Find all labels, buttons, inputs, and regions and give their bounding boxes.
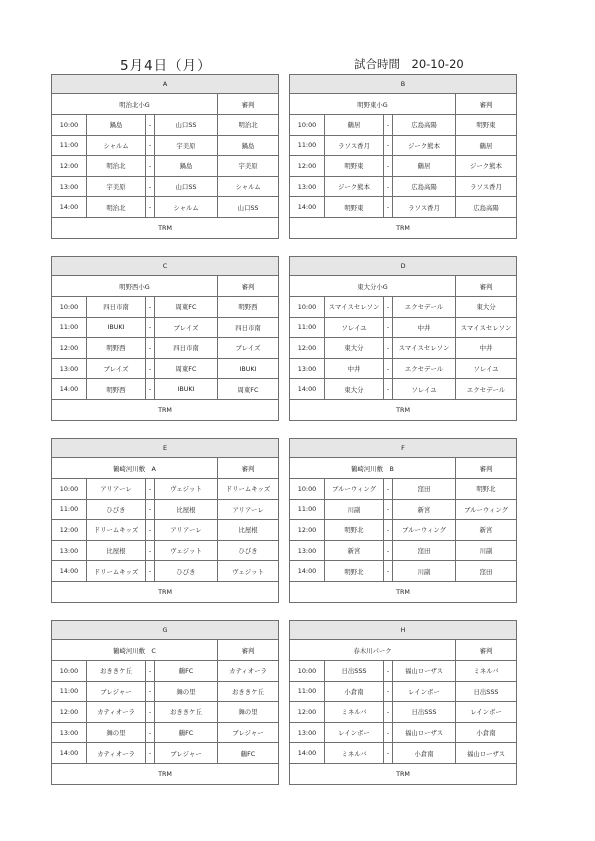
group-block	[51, 74, 278, 239]
referee-team: 福山ローザス	[456, 743, 517, 764]
team-home: ひびき	[87, 499, 146, 520]
team-home: 東大分	[325, 338, 384, 359]
match-row	[290, 681, 517, 702]
referee-team: ラソス香月	[456, 176, 517, 197]
match-row	[52, 135, 279, 156]
team-home: シャルム	[87, 135, 146, 156]
referee-header: 審判	[456, 458, 517, 479]
team-home: カティオーラ	[87, 702, 146, 723]
versus-dash: -	[146, 561, 155, 582]
versus-dash: -	[384, 520, 393, 541]
match-time: 14:00	[290, 379, 325, 400]
match-time: 10:00	[290, 297, 325, 318]
referee-team: 中井	[456, 338, 517, 359]
versus-dash: -	[146, 156, 155, 177]
match-time: 10:00	[52, 479, 87, 500]
team-home: スマイスセレソン	[325, 297, 384, 318]
team-away: IBUKI	[155, 379, 218, 400]
team-home: 明野北	[325, 561, 384, 582]
versus-dash: -	[146, 681, 155, 702]
trm-footer: TRM	[290, 763, 517, 784]
match-time: 13:00	[290, 722, 325, 743]
trm-footer: TRM	[290, 581, 517, 602]
match-row	[52, 479, 279, 500]
referee-header: 審判	[218, 458, 279, 479]
team-away: 広島高陽	[393, 176, 456, 197]
match-time: 12:00	[290, 702, 325, 723]
versus-dash: -	[384, 743, 393, 764]
venue-name: 春木川パーク	[290, 640, 456, 661]
match-time: 11:00	[290, 681, 325, 702]
team-home: ブレジャー	[87, 681, 146, 702]
group-letter: E	[52, 439, 279, 458]
match-time: 10:00	[290, 479, 325, 500]
referee-team: 窪田	[456, 561, 517, 582]
match-time: 12:00	[52, 702, 87, 723]
team-home: ドリームキッズ	[87, 520, 146, 541]
versus-dash: -	[384, 358, 393, 379]
match-row	[52, 561, 279, 582]
versus-dash: -	[384, 135, 393, 156]
team-away: 中井	[393, 317, 456, 338]
team-away: ジーク熊本	[393, 135, 456, 156]
referee-header: 審判	[456, 640, 517, 661]
group-letter: D	[290, 257, 517, 276]
team-away: ヴェジット	[155, 479, 218, 500]
venue-name: 明治北小G	[52, 94, 218, 115]
team-away: シャルム	[155, 197, 218, 218]
match-time: 10:00	[290, 661, 325, 682]
team-home: ブルーウィング	[325, 479, 384, 500]
referee-team: レインボー	[456, 702, 517, 723]
match-row	[52, 317, 279, 338]
venue-name: 明野東小G	[290, 94, 456, 115]
match-row	[52, 115, 279, 136]
referee-team: 鍋島	[218, 135, 279, 156]
venue-name: 鶴崎河川敷 A	[52, 458, 218, 479]
team-away: 鍋島	[155, 156, 218, 177]
match-row	[290, 479, 517, 500]
versus-dash: -	[384, 338, 393, 359]
match-row	[290, 156, 517, 177]
team-home: ミネルバ	[325, 743, 384, 764]
referee-team: ブレイズ	[218, 338, 279, 359]
team-home: 明野東	[325, 156, 384, 177]
trm-footer: TRM	[290, 217, 517, 238]
team-away: 山口SS	[155, 115, 218, 136]
team-home: 鶴居	[325, 115, 384, 136]
match-row	[290, 135, 517, 156]
referee-team: スマイスセレソン	[456, 317, 517, 338]
referee-team: おききケ丘	[218, 681, 279, 702]
referee-team: 四日市南	[218, 317, 279, 338]
versus-dash: -	[384, 722, 393, 743]
team-home: おききケ丘	[87, 661, 146, 682]
group-table	[289, 256, 517, 421]
team-home: 日出SSS	[325, 661, 384, 682]
trm-footer: TRM	[52, 581, 279, 602]
referee-team: 明野西	[218, 297, 279, 318]
group-block	[51, 620, 278, 785]
referee-team: 鶴居	[456, 135, 517, 156]
referee-team: 舞の里	[218, 702, 279, 723]
match-time: 14:00	[290, 561, 325, 582]
versus-dash: -	[146, 540, 155, 561]
referee-team: シャルム	[218, 176, 279, 197]
team-away: エクセデール	[393, 297, 456, 318]
team-home: ブレイズ	[87, 358, 146, 379]
versus-dash: -	[146, 115, 155, 136]
team-home: 明野東	[325, 197, 384, 218]
match-time: 13:00	[290, 176, 325, 197]
match-time: 14:00	[290, 743, 325, 764]
versus-dash: -	[146, 479, 155, 500]
match-time: 14:00	[52, 197, 87, 218]
team-away: 鶴FC	[155, 722, 218, 743]
venue-name: 明野西小G	[52, 276, 218, 297]
match-row	[52, 156, 279, 177]
team-away: 窪田	[393, 479, 456, 500]
team-home: ソレイユ	[325, 317, 384, 338]
match-time: 10:00	[52, 297, 87, 318]
team-away: ラソス香月	[393, 197, 456, 218]
team-away: 福山ローザス	[393, 661, 456, 682]
referee-header: 審判	[456, 276, 517, 297]
group-block	[289, 256, 516, 421]
group-block	[289, 438, 516, 603]
team-home: 鍋島	[87, 115, 146, 136]
team-away: 新宮	[393, 499, 456, 520]
team-home: カティオーラ	[87, 743, 146, 764]
team-home: 新宮	[325, 540, 384, 561]
match-row	[52, 702, 279, 723]
versus-dash: -	[384, 702, 393, 723]
versus-dash: -	[384, 499, 393, 520]
versus-dash: -	[384, 197, 393, 218]
match-time: 12:00	[52, 520, 87, 541]
referee-team: 明野東	[456, 115, 517, 136]
team-away: 窪田	[393, 540, 456, 561]
team-away: 宇美原	[155, 135, 218, 156]
team-home: 比屋根	[87, 540, 146, 561]
team-away: ブルーウィング	[393, 520, 456, 541]
versus-dash: -	[384, 661, 393, 682]
match-row	[52, 197, 279, 218]
referee-team: 川副	[456, 540, 517, 561]
versus-dash: -	[146, 197, 155, 218]
group-table	[289, 74, 517, 239]
match-row	[52, 379, 279, 400]
versus-dash: -	[384, 156, 393, 177]
versus-dash: -	[384, 681, 393, 702]
team-home: 明野北	[325, 520, 384, 541]
group-block	[51, 256, 278, 421]
match-time: 10:00	[52, 115, 87, 136]
referee-team: 周東FC	[218, 379, 279, 400]
team-home: 中井	[325, 358, 384, 379]
match-time: 11:00	[52, 681, 87, 702]
referee-team: 小倉南	[456, 722, 517, 743]
referee-team: ひびき	[218, 540, 279, 561]
team-home: ミネルバ	[325, 702, 384, 723]
match-time: 14:00	[52, 743, 87, 764]
match-row	[290, 197, 517, 218]
team-away: ヴェジット	[155, 540, 218, 561]
match-time: 14:00	[52, 379, 87, 400]
versus-dash: -	[384, 297, 393, 318]
group-table	[51, 620, 279, 785]
group-table	[289, 620, 517, 785]
match-time: 11:00	[290, 317, 325, 338]
team-home: 明治北	[87, 197, 146, 218]
team-away: 山口SS	[155, 176, 218, 197]
team-home: 東大分	[325, 379, 384, 400]
match-row	[52, 297, 279, 318]
match-time: 14:00	[290, 197, 325, 218]
team-home: ラソス香月	[325, 135, 384, 156]
match-row	[290, 317, 517, 338]
match-row	[290, 722, 517, 743]
match-time: 12:00	[290, 520, 325, 541]
referee-team: ヴェジット	[218, 561, 279, 582]
trm-footer: TRM	[52, 763, 279, 784]
versus-dash: -	[146, 743, 155, 764]
match-time: 13:00	[290, 358, 325, 379]
referee-team: 広島高陽	[456, 197, 517, 218]
match-row	[290, 115, 517, 136]
referee-header: 審判	[218, 640, 279, 661]
referee-team: 明治北	[218, 115, 279, 136]
versus-dash: -	[146, 722, 155, 743]
match-row	[290, 379, 517, 400]
referee-team: 新宮	[456, 520, 517, 541]
team-away: ブレイズ	[155, 317, 218, 338]
match-time: 11:00	[52, 499, 87, 520]
match-row	[290, 540, 517, 561]
versus-dash: -	[384, 379, 393, 400]
match-time: 11:00	[52, 135, 87, 156]
referee-team: 明野北	[456, 479, 517, 500]
match-time: 14:00	[52, 561, 87, 582]
match-time: 12:00	[52, 338, 87, 359]
trm-footer: TRM	[52, 217, 279, 238]
match-row	[52, 743, 279, 764]
match-row	[290, 499, 517, 520]
versus-dash: -	[146, 358, 155, 379]
team-home: 宇美原	[87, 176, 146, 197]
referee-team: エクセデール	[456, 379, 517, 400]
team-home: 明野西	[87, 338, 146, 359]
group-table	[51, 256, 279, 421]
team-away: 舞の里	[155, 681, 218, 702]
match-time: 11:00	[290, 499, 325, 520]
venue-name: 鶴崎河川敷 C	[52, 640, 218, 661]
group-block	[51, 438, 278, 603]
team-away: レインボー	[393, 681, 456, 702]
team-away: 鶴居	[393, 156, 456, 177]
match-row	[52, 176, 279, 197]
referee-team: 東大分	[456, 297, 517, 318]
group-letter: H	[290, 621, 517, 640]
team-away: 日出SSS	[393, 702, 456, 723]
team-away: エクセデール	[393, 358, 456, 379]
trm-footer: TRM	[290, 399, 517, 420]
match-row	[290, 661, 517, 682]
group-letter: A	[52, 75, 279, 94]
match-time: 10:00	[52, 661, 87, 682]
match-row	[52, 540, 279, 561]
match-row	[290, 520, 517, 541]
team-away: アリアーレ	[155, 520, 218, 541]
referee-team: 鶴FC	[218, 743, 279, 764]
match-time: 12:00	[290, 338, 325, 359]
referee-team: ミネルバ	[456, 661, 517, 682]
match-row	[290, 743, 517, 764]
match-time: 11:00	[52, 317, 87, 338]
team-home: 川副	[325, 499, 384, 520]
match-row	[52, 520, 279, 541]
referee-header: 審判	[218, 94, 279, 115]
versus-dash: -	[146, 297, 155, 318]
match-time: 13:00	[290, 540, 325, 561]
group-letter: G	[52, 621, 279, 640]
team-home: IBUKI	[87, 317, 146, 338]
team-home: 明野西	[87, 379, 146, 400]
team-home: 四日市南	[87, 297, 146, 318]
venue-name: 鶴崎河川敷 B	[290, 458, 456, 479]
group-table	[51, 438, 279, 603]
versus-dash: -	[384, 176, 393, 197]
match-row	[290, 338, 517, 359]
match-row	[52, 681, 279, 702]
referee-team: カティオーラ	[218, 661, 279, 682]
referee-team: 日出SSS	[456, 681, 517, 702]
versus-dash: -	[146, 499, 155, 520]
match-time: 13:00	[52, 358, 87, 379]
team-away: 小倉南	[393, 743, 456, 764]
match-row	[290, 702, 517, 723]
trm-footer: TRM	[52, 399, 279, 420]
referee-team: 比屋根	[218, 520, 279, 541]
match-time: 13:00	[52, 176, 87, 197]
versus-dash: -	[146, 135, 155, 156]
team-away: 福山ローザス	[393, 722, 456, 743]
referee-header: 審判	[456, 94, 517, 115]
match-time: 11:00	[290, 135, 325, 156]
versus-dash: -	[384, 561, 393, 582]
referee-team: ドリームキッズ	[218, 479, 279, 500]
team-home: 小倉南	[325, 681, 384, 702]
match-time-info: 試合時間 20-10-20	[354, 57, 464, 71]
team-away: 比屋根	[155, 499, 218, 520]
group-block	[289, 620, 516, 785]
match-time: 12:00	[290, 156, 325, 177]
group-block	[289, 74, 516, 239]
team-away: 鶴FC	[155, 661, 218, 682]
match-time: 12:00	[52, 156, 87, 177]
team-away: 周東FC	[155, 297, 218, 318]
team-away: ブレジャー	[155, 743, 218, 764]
group-table	[289, 438, 517, 603]
versus-dash: -	[384, 479, 393, 500]
referee-team: ソレイユ	[456, 358, 517, 379]
versus-dash: -	[146, 520, 155, 541]
match-time: 10:00	[290, 115, 325, 136]
group-letter: C	[52, 257, 279, 276]
referee-team: 山口SS	[218, 197, 279, 218]
team-home: ジーク熊本	[325, 176, 384, 197]
versus-dash: -	[384, 540, 393, 561]
versus-dash: -	[146, 317, 155, 338]
group-letter: B	[290, 75, 517, 94]
match-time: 13:00	[52, 540, 87, 561]
referee-team: ジーク熊本	[456, 156, 517, 177]
team-home: 明治北	[87, 156, 146, 177]
schedule-date: 5月4日（月）	[120, 58, 212, 74]
team-away: おききケ丘	[155, 702, 218, 723]
team-away: 川副	[393, 561, 456, 582]
team-home: アリアーレ	[87, 479, 146, 500]
team-away: ソレイユ	[393, 379, 456, 400]
match-row	[290, 297, 517, 318]
versus-dash: -	[146, 702, 155, 723]
match-row	[290, 358, 517, 379]
versus-dash: -	[146, 661, 155, 682]
match-row	[52, 358, 279, 379]
match-row	[52, 338, 279, 359]
team-home: レインボー	[325, 722, 384, 743]
team-away: 四日市南	[155, 338, 218, 359]
match-row	[290, 176, 517, 197]
referee-team: ブルーウィング	[456, 499, 517, 520]
versus-dash: -	[146, 379, 155, 400]
referee-team: IBUKI	[218, 358, 279, 379]
match-row	[52, 722, 279, 743]
match-time: 13:00	[52, 722, 87, 743]
versus-dash: -	[146, 338, 155, 359]
team-away: 周東FC	[155, 358, 218, 379]
team-home: ドリームキッズ	[87, 561, 146, 582]
venue-name: 東大分小G	[290, 276, 456, 297]
match-row	[52, 661, 279, 682]
versus-dash: -	[384, 317, 393, 338]
team-home: 舞の里	[87, 722, 146, 743]
team-away: ひびき	[155, 561, 218, 582]
referee-team: ブレジャー	[218, 722, 279, 743]
versus-dash: -	[146, 176, 155, 197]
group-letter: F	[290, 439, 517, 458]
referee-team: 宇美原	[218, 156, 279, 177]
referee-team: アリアーレ	[218, 499, 279, 520]
match-row	[52, 499, 279, 520]
match-row	[290, 561, 517, 582]
versus-dash: -	[384, 115, 393, 136]
team-away: 広島高陽	[393, 115, 456, 136]
group-table	[51, 74, 279, 239]
referee-header: 審判	[218, 276, 279, 297]
team-away: スマイスセレソン	[393, 338, 456, 359]
